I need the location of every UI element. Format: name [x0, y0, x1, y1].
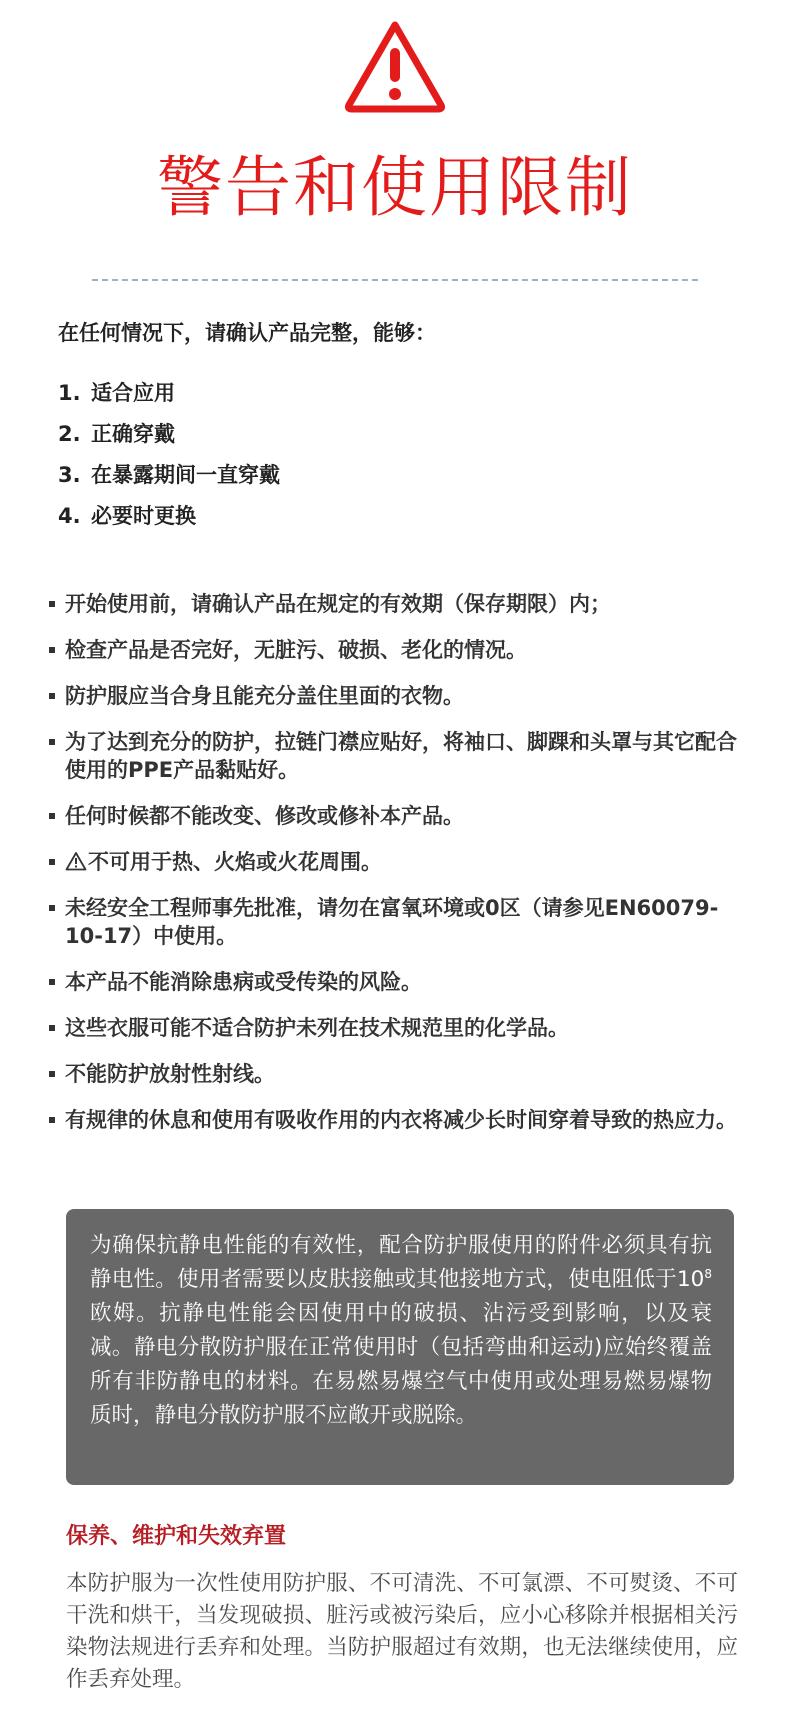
- bullet-marker: [48, 968, 65, 996]
- item-number: 2.: [58, 422, 81, 446]
- bullet-text: 不能防护放射性射线。: [65, 1062, 275, 1086]
- bullet-marker: [48, 636, 65, 664]
- item-text: 适合应用: [91, 381, 175, 405]
- bullet-item: [48, 968, 743, 996]
- bullet-item: [48, 728, 743, 784]
- bullet-item: [48, 848, 743, 876]
- bullet-marker: [48, 802, 65, 830]
- numbered-item: [58, 460, 758, 501]
- antistatic-notice-text: [90, 1229, 712, 1433]
- bullet-text: 本产品不能消除患病或受传染的风险。: [65, 970, 422, 994]
- bullet-item: [48, 1106, 743, 1134]
- bullet-text: 不可用于热、火焰或火花周围。: [88, 850, 382, 874]
- bullet-text: 任何时候都不能改变、修改或修补本产品。: [65, 804, 464, 828]
- item-number: 1.: [58, 381, 81, 405]
- numbered-item: [58, 378, 758, 419]
- bullet-marker: [48, 682, 65, 710]
- antistatic-text-part1: 为确保抗静电性能的有效性，配合防护服使用的附件必须具有抗静电性。使用者需要以皮肤接触或其他接地方式，使电阻低于10: [90, 1233, 712, 1292]
- exponent: 8: [704, 1266, 712, 1281]
- bullet-text: 这些衣服可能不适合防护未列在技术规范里的化学品。: [65, 1016, 569, 1040]
- bullet-item: [48, 894, 743, 950]
- item-text: 在暴露期间一直穿戴: [91, 463, 280, 487]
- numbered-item: [58, 501, 758, 542]
- bullet-item: [48, 590, 743, 618]
- bullet-item: [48, 1014, 743, 1042]
- bullet-marker: [48, 1060, 65, 1088]
- dashed-divider: [92, 279, 698, 281]
- bullet-text: 防护服应当合身且能充分盖住里面的衣物。: [65, 684, 464, 708]
- bullet-item: [48, 682, 743, 710]
- bullet-text: 为了达到充分的防护，拉链门襟应贴好，将袖口、脚踝和头罩与其它配合使用的PPE产品黏贴好。: [65, 730, 737, 782]
- item-text: 必要时更换: [91, 504, 196, 528]
- bullet-text: 开始使用前，请确认产品在规定的有效期（保存期限）内；: [65, 592, 611, 616]
- page-title: 警告和使用限制: [157, 149, 633, 226]
- item-number: 3.: [58, 463, 81, 487]
- bullet-marker: [48, 1106, 65, 1134]
- antistatic-notice-box: [66, 1209, 734, 1485]
- bullet-marker: [48, 590, 65, 618]
- bullet-marker: [48, 728, 65, 784]
- warning-bullet-list: [48, 590, 743, 1152]
- item-text: 正确穿戴: [91, 422, 175, 446]
- bullet-marker: [48, 1014, 65, 1042]
- numbered-item: [58, 419, 758, 460]
- maintenance-text: 本防护服为一次性使用防护服、不可清洗、不可氯漂、不可熨烫、不可干洗和烘干，当发现破损、脏污或被污染后，应小心移除并根据相关污染物法规进行丢弃和处理。当防护服超过有效期，也无法继续使用，应作丢弃处理。: [66, 1571, 738, 1692]
- bullet-marker: [48, 848, 65, 876]
- bullet-marker: [48, 894, 65, 950]
- item-number: 4.: [58, 504, 81, 528]
- maintenance-heading: 保养、维护和失效弃置: [66, 1524, 287, 1549]
- bullet-item: [48, 1060, 743, 1088]
- small-warning-icon: [65, 851, 87, 871]
- intro-text: 在任何情况下，请确认产品完整，能够：: [58, 321, 436, 345]
- bullet-text: 检查产品是否完好，无脏污、破损、老化的情况。: [65, 638, 527, 662]
- bullet-item: [48, 802, 743, 830]
- warning-triangle-icon: [343, 18, 447, 114]
- bullet-text: 未经安全工程师事先批准，请勿在富氧环境或0区（请参见EN60079-10-17）中使用。: [65, 896, 719, 948]
- bullet-item: [48, 636, 743, 664]
- antistatic-text-part2: 欧姆。抗静电性能会因使用中的破损、沾污受到影响，以及衰减。静电分散防护服在正常使用时（包括弯曲和运动)应始终覆盖所有非防静电的材料。在易燃易爆空气中使用或处理易燃易爆物质时，静电分散防护服不应敞开或脱除。: [90, 1301, 712, 1428]
- bullet-text: 有规律的休息和使用有吸收作用的内衣将减少长时间穿着导致的热应力。: [65, 1108, 737, 1132]
- numbered-list: [58, 378, 758, 542]
